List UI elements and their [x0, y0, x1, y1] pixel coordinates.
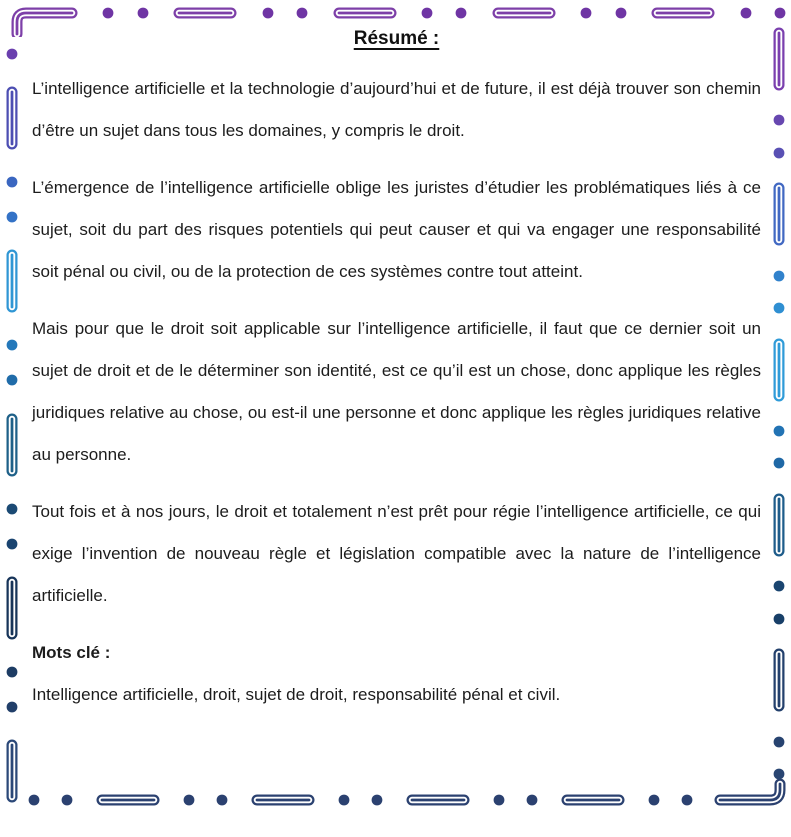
border-dot [774, 7, 786, 19]
border-dot [615, 7, 627, 19]
paragraph: Mais pour que le droit soit applicable sur l’intelligence artificielle, il faut que ce dernier soit un sujet de droit et de le déterminer son identité, est ce qu’il est un chose, donc applique les règles juridiques relative au chose, ou est-il une personne et donc applique les règles juridiques relative au personne. [32, 319, 761, 464]
border-dash [5, 736, 19, 806]
abstract-content [32, 22, 761, 716]
border-dot [6, 666, 18, 678]
border-dot [773, 736, 785, 748]
border-dash [649, 6, 717, 20]
border-dot [61, 794, 73, 806]
border-dot [773, 613, 785, 625]
border-dot [580, 7, 592, 19]
border-dot [6, 538, 18, 550]
border-dot [296, 7, 308, 19]
border-dot [773, 302, 785, 314]
border-dot [773, 270, 785, 282]
border-dash [772, 24, 786, 94]
border-dash [331, 6, 399, 20]
border-dash [559, 793, 627, 807]
border-dot [6, 374, 18, 386]
border-dot [421, 7, 433, 19]
paragraph: L’émergence de l’intelligence artificielle oblige les juristes d’étudier les problématiques liés à ce sujet, soit du part des risques potentiels qui peut causer et qui va engager une responsabilité soit pénal ou civil, ou de la protection de ces systèmes contre tout atteint. [32, 178, 761, 281]
border-dot [6, 211, 18, 223]
border-dot [6, 701, 18, 713]
border-dot [137, 7, 149, 19]
border-dot [455, 7, 467, 19]
border-dot [773, 114, 785, 126]
border-dot [183, 794, 195, 806]
border-dot [773, 425, 785, 437]
border-dot [740, 7, 752, 19]
keywords-text: Intelligence artificielle, droit, sujet de droit, responsabilité pénal et civil. [32, 685, 561, 704]
border-dash [171, 6, 239, 20]
border-dash [772, 335, 786, 405]
border-dot [493, 794, 505, 806]
border-dot [371, 794, 383, 806]
border-dot [6, 503, 18, 515]
border-dot [28, 794, 40, 806]
border-dash [490, 6, 558, 20]
keywords-label: Mots clé : [32, 643, 111, 662]
border-dot [773, 768, 785, 780]
border-dash [772, 490, 786, 560]
border-dot [102, 7, 114, 19]
paragraph-list [32, 68, 761, 617]
border-dash [5, 83, 19, 153]
border-dot [6, 176, 18, 188]
border-dot [773, 580, 785, 592]
border-dot [6, 339, 18, 351]
border-dash [249, 793, 317, 807]
border-dash [5, 573, 19, 643]
abstract-title: Résumé : [353, 28, 440, 49]
border-dash [772, 645, 786, 715]
border-dot [773, 457, 785, 469]
border-dash [404, 793, 472, 807]
border-dash [5, 410, 19, 480]
border-dot [338, 794, 350, 806]
border-dot [216, 794, 228, 806]
paragraph: Tout fois et à nos jours, le droit et totalement n’est prêt pour régie l’intelligence artificielle, ce qui exige l’invention de nouveau règle et législation compatible avec la nature de l’intelligence artificielle. [32, 502, 761, 605]
border-dot [648, 794, 660, 806]
border-dash [94, 793, 162, 807]
border-dot [526, 794, 538, 806]
border-dot [681, 794, 693, 806]
border-dot [773, 147, 785, 159]
border-dash [5, 246, 19, 316]
paragraph: L’intelligence artificielle et la technologie d’aujourd’hui et de future, il est déjà trouver son chemin d’être un sujet dans tous les domaines, y compris le droit. [32, 79, 761, 140]
border-dash [772, 179, 786, 249]
border-dot [262, 7, 274, 19]
border-corner [714, 779, 788, 809]
border-dot [6, 48, 18, 60]
